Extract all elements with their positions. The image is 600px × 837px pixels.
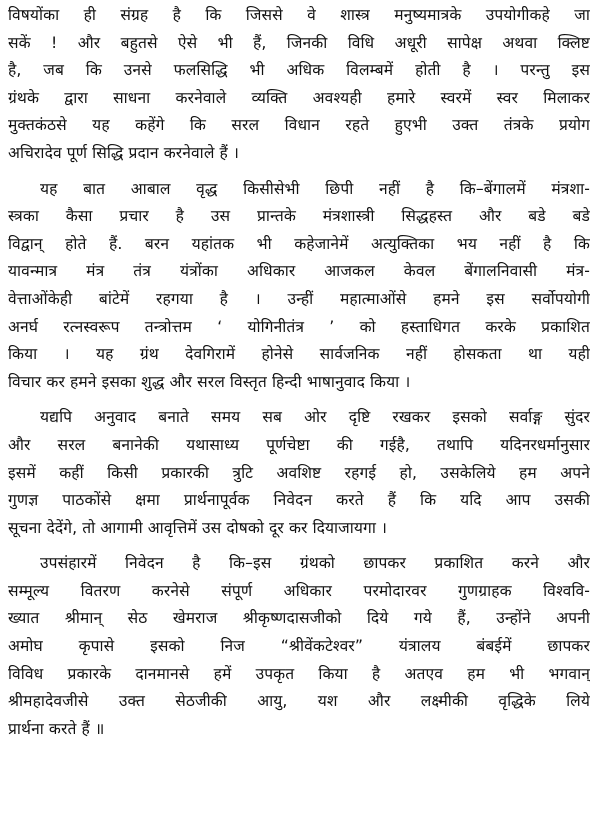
text-line: स्त्रका कैसा प्रचार है उस प्रान्तके मंत्रशास्त्री सिद्धहस्त और बडे बडे	[8, 207, 590, 226]
text-line: ग्रंथके द्वारा साधना करनेवाले व्यक्ति अवश्यही हमारे स्वरमें स्वर मिलाकर	[8, 88, 590, 107]
text-line: अमोघ कृपासे इसको निज “श्रीवेंकटेश्वर” यंत्रालय बंबईमें छापकर	[8, 637, 590, 656]
paragraph-2	[8, 176, 590, 397]
paragraph-4	[8, 550, 590, 743]
text-line: विद्वान् होते हैं. बरन यहांतक भी कहेजानेमें अत्युक्तिका भय नहीं है कि	[8, 234, 590, 253]
text-line: मुक्तकंठसे यह कहेंगे कि सरल विधान रहते हुएभी उक्त तंत्रके प्रयोग	[8, 116, 590, 135]
text-line: और सरल बनानेकी यथासाध्य पूर्णचेष्टा की गईहै, तथापि यदिनरधर्मानुसार	[8, 435, 590, 454]
paragraph-gap	[8, 542, 590, 550]
text-line: यावन्मात्र मंत्र तंत्र यंत्रोंका अधिकार आजकल केवल बेंगालनिवासी मंत्र-	[8, 262, 590, 281]
text-line: सूचना देदेंगे, तो आगामी आवृत्तिमें उस दोषको दूर कर दियाजायगा ।	[8, 518, 388, 537]
paragraph-gap	[8, 168, 590, 176]
text-line: है, जब कि उनसे फलसिद्धि भी अधिक विलम्बमें होती है । परन्तु इस	[8, 61, 590, 80]
text-line: विषयोंका ही संग्रह है कि जिससे वे शास्त्र मनुष्यमात्रके उपयोगीकहे जा	[8, 6, 590, 24]
paragraph-3	[8, 404, 590, 542]
text-line: ख्यात श्रीमान् सेठ खेमराज श्रीकृष्णदासजीको दिये गये हैं, उन्होंने अपनी	[8, 609, 590, 628]
text-line: यद्यपि अनुवाद बनाते समय सब ओर दृष्टि रखकर इसको सर्वाङ्ग सुंदर	[40, 408, 590, 427]
text-line: विचार कर हमने इसका शुद्ध और सरल विस्तृत हिन्दी भाषानुवाद किया ।	[8, 372, 411, 391]
text-line: सम्मूल्य वितरण करनेसे संपूर्ण अधिकार परमोदारवर गुणग्राहक विश्ववि-	[8, 581, 590, 600]
text-line: किया । यह ग्रंथ देवगिरामें होनेसे सार्वजनिक नहीं होसकता था यही	[8, 345, 590, 364]
text-line: सकें ! और बहुतसे ऐसे भी हैं, जिनकी विधि अधूरी सापेक्ष अथवा क्लिष्ट	[8, 33, 590, 52]
paragraph-1	[8, 2, 590, 168]
text-line: वेत्ताओंकेही बांटेमें रहगया है । उन्हीं महात्माओंसे हमने इस सर्वोपयोगी	[8, 289, 590, 308]
text-line: प्रार्थना करते हैं ॥	[8, 719, 105, 738]
text-line: विविध प्रकारके दानमानसे हमें उपकृत किया है अतएव हम भी भगवान्	[8, 664, 590, 683]
text-line: यह बात आबाल वृद्ध किसीसेभी छिपी नहीं है कि–बेंगालमें मंत्रशा-	[40, 179, 590, 198]
text-line: उपसंहारमें निवेदन है कि–इस ग्रंथको छापकर प्रकाशित करने और	[40, 554, 590, 573]
text-line: गुणज्ञ पाठकोंसे क्षमा प्रार्थनापूर्वक निवेदन करते हैं कि यदि आप उसकी	[8, 491, 590, 510]
text-line: अचिरादेव पूर्ण सिद्धि प्रदान करनेवाले हैं ।	[8, 143, 239, 162]
paragraph-gap	[8, 396, 590, 404]
text-line: इसमें कहीं किसी प्रकारकी त्रुटि अवशिष्ट रहगई हो, उसकेलिये हम अपने	[8, 463, 590, 482]
text-line: श्रीमहादेवजीसे उक्त सेठजीकी आयु, यश और लक्ष्मीकी वृद्धिके लिये	[8, 692, 590, 711]
text-line: अनर्घ रत्नस्वरूप तन्त्रोत्तम ‘ योगिनीतंत्र ’ को हस्ताधिगत करके प्रकाशित	[8, 317, 590, 336]
